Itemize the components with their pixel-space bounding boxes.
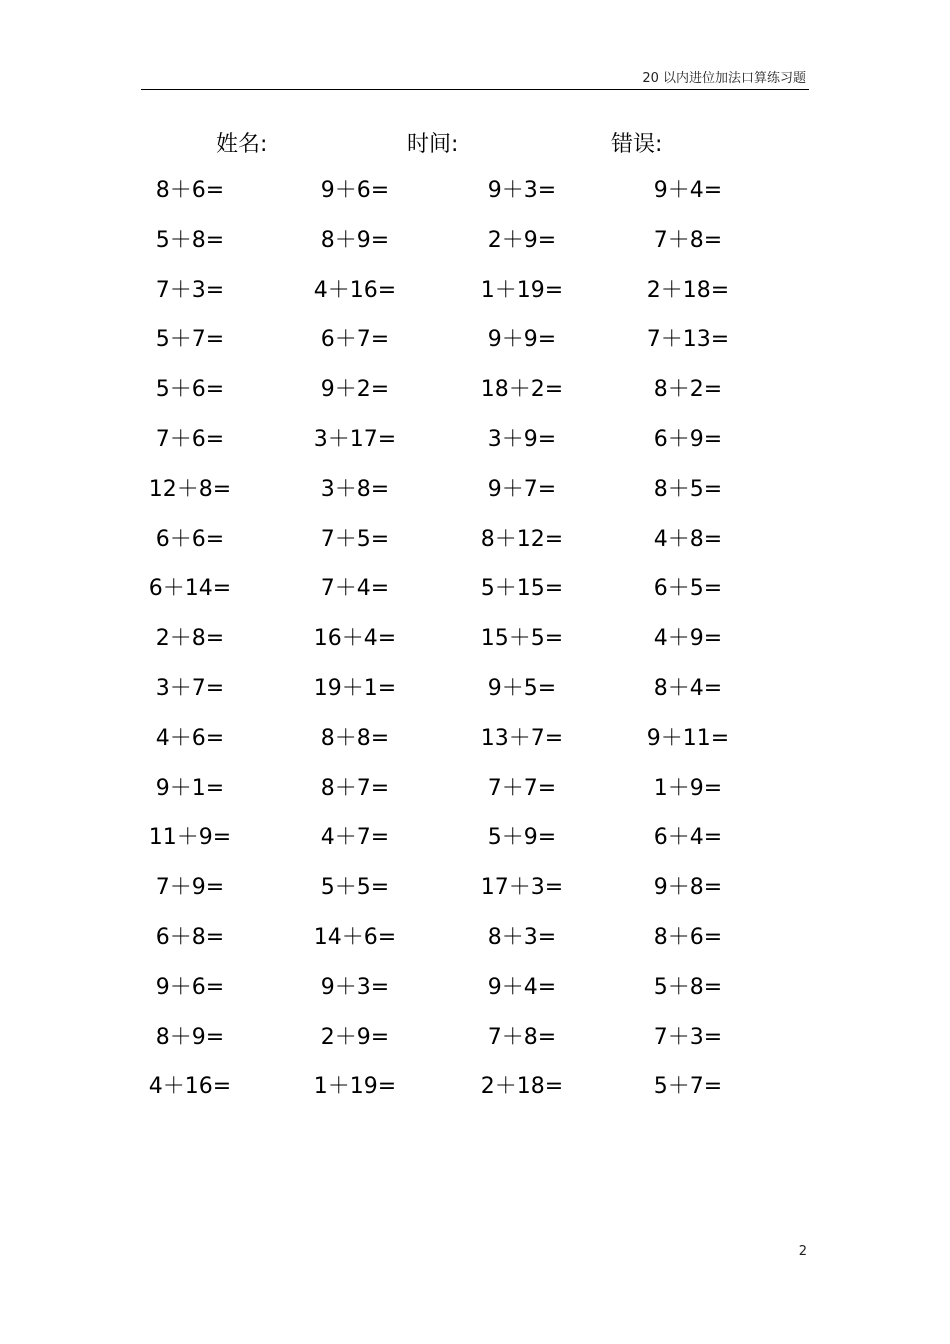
problem-row xyxy=(100,569,800,619)
addition-problem: 9＋3= xyxy=(320,974,390,1000)
addition-problem: 3＋17= xyxy=(313,426,397,452)
addition-problem: 14＋6= xyxy=(313,924,397,950)
addition-problem: 16＋4= xyxy=(313,626,397,652)
addition-problem: 7＋5= xyxy=(320,526,390,552)
addition-problem: 6＋8= xyxy=(155,924,225,950)
problem-row xyxy=(100,171,800,221)
addition-problem: 13＋7= xyxy=(480,725,564,751)
addition-problem: 7＋8= xyxy=(487,1024,557,1050)
addition-problem: 8＋4= xyxy=(653,675,723,701)
time-label: 时间: xyxy=(407,132,459,157)
addition-problem: 7＋3= xyxy=(155,277,225,303)
addition-problem: 5＋15= xyxy=(480,576,564,602)
addition-problem: 7＋13= xyxy=(646,327,730,353)
addition-problem: 2＋8= xyxy=(155,626,225,652)
problem-row xyxy=(100,520,800,570)
addition-problem: 6＋7= xyxy=(320,327,390,353)
addition-problem: 4＋6= xyxy=(155,725,225,751)
problem-row xyxy=(100,619,800,669)
addition-problem: 4＋16= xyxy=(313,277,397,303)
addition-problem: 1＋19= xyxy=(313,1074,397,1100)
problem-row xyxy=(100,968,800,1018)
addition-problem: 9＋7= xyxy=(487,476,557,502)
problem-row xyxy=(100,370,800,420)
problem-row xyxy=(100,1067,800,1117)
addition-problem: 6＋5= xyxy=(653,576,723,602)
addition-problem: 8＋2= xyxy=(653,377,723,403)
addition-problem: 9＋6= xyxy=(155,974,225,1000)
addition-problem: 9＋3= xyxy=(487,178,557,203)
addition-problem: 5＋8= xyxy=(155,227,225,253)
errors-label: 错误: xyxy=(611,132,663,157)
addition-problem: 8＋6= xyxy=(653,924,723,950)
problem-row xyxy=(100,420,800,470)
addition-problem: 3＋7= xyxy=(155,675,225,701)
addition-problem: 5＋7= xyxy=(653,1074,723,1100)
problem-row xyxy=(100,1018,800,1068)
addition-problem: 4＋8= xyxy=(653,526,723,552)
addition-problem: 7＋7= xyxy=(487,775,557,801)
addition-problem: 9＋4= xyxy=(487,974,557,1000)
addition-problem: 3＋8= xyxy=(320,476,390,502)
problem-row xyxy=(100,320,800,370)
addition-problem: 7＋3= xyxy=(653,1024,723,1050)
problem-row xyxy=(100,818,800,868)
addition-problem: 8＋8= xyxy=(320,725,390,751)
addition-problem: 4＋16= xyxy=(148,1074,232,1100)
header-divider xyxy=(141,89,809,90)
page-number: 2 xyxy=(798,1244,807,1259)
addition-problem: 5＋9= xyxy=(487,825,557,851)
addition-problem: 2＋9= xyxy=(487,227,557,253)
problem-grid xyxy=(100,171,800,1117)
addition-problem: 8＋9= xyxy=(320,227,390,253)
problem-row xyxy=(100,221,800,271)
addition-problem: 1＋9= xyxy=(653,775,723,801)
addition-problem: 7＋4= xyxy=(320,576,390,602)
addition-problem: 19＋1= xyxy=(313,675,397,701)
problem-row xyxy=(100,719,800,769)
addition-problem: 9＋1= xyxy=(155,775,225,801)
addition-problem: 8＋9= xyxy=(155,1024,225,1050)
problem-row xyxy=(100,271,800,321)
problem-row xyxy=(100,769,800,819)
addition-problem: 15＋5= xyxy=(480,626,564,652)
addition-problem: 1＋19= xyxy=(480,277,564,303)
addition-problem: 3＋9= xyxy=(487,426,557,452)
addition-problem: 4＋7= xyxy=(320,825,390,851)
addition-problem: 12＋8= xyxy=(148,476,232,502)
problem-row xyxy=(100,470,800,520)
addition-problem: 17＋3= xyxy=(480,875,564,901)
addition-problem: 8＋6= xyxy=(155,178,225,203)
addition-problem: 9＋9= xyxy=(487,327,557,353)
problem-row xyxy=(100,669,800,719)
addition-problem: 2＋18= xyxy=(646,277,730,303)
addition-problem: 7＋8= xyxy=(653,227,723,253)
addition-problem: 5＋8= xyxy=(653,974,723,1000)
addition-problem: 9＋11= xyxy=(646,725,730,751)
addition-problem: 8＋12= xyxy=(480,526,564,552)
addition-problem: 8＋7= xyxy=(320,775,390,801)
name-label: 姓名: xyxy=(216,132,268,157)
addition-problem: 9＋4= xyxy=(653,178,723,203)
addition-problem: 18＋2= xyxy=(480,377,564,403)
addition-problem: 2＋9= xyxy=(320,1024,390,1050)
addition-problem: 6＋9= xyxy=(653,426,723,452)
addition-problem: 9＋5= xyxy=(487,675,557,701)
addition-problem: 6＋14= xyxy=(148,576,232,602)
addition-problem: 7＋6= xyxy=(155,426,225,452)
addition-problem: 6＋4= xyxy=(653,825,723,851)
student-info-row xyxy=(0,127,950,161)
addition-problem: 5＋5= xyxy=(320,875,390,901)
addition-problem: 4＋9= xyxy=(653,626,723,652)
addition-problem: 2＋18= xyxy=(480,1074,564,1100)
problem-row xyxy=(100,868,800,918)
problem-row xyxy=(100,918,800,968)
addition-problem: 6＋6= xyxy=(155,526,225,552)
addition-problem: 8＋3= xyxy=(487,924,557,950)
addition-problem: 5＋6= xyxy=(155,377,225,403)
addition-problem: 5＋7= xyxy=(155,327,225,353)
document-header-title: 20 以内进位加法口算练习题 xyxy=(642,71,806,86)
addition-problem: 8＋5= xyxy=(653,476,723,502)
addition-problem: 11＋9= xyxy=(148,825,232,851)
addition-problem: 9＋2= xyxy=(320,377,390,403)
addition-problem: 9＋6= xyxy=(320,178,390,203)
addition-problem: 7＋9= xyxy=(155,875,225,901)
addition-problem: 9＋8= xyxy=(653,875,723,901)
